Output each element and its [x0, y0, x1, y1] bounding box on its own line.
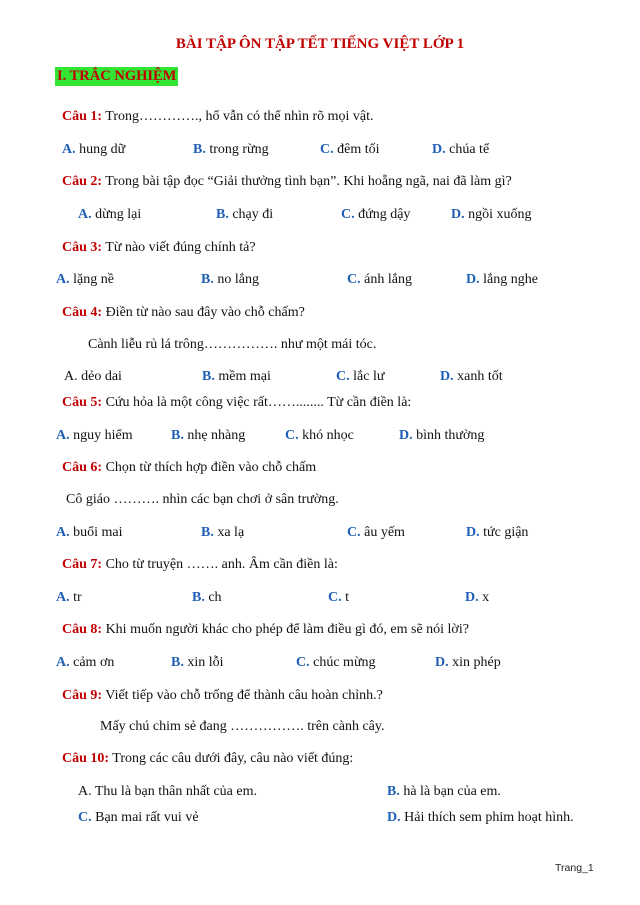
question-label: Câu 4: — [62, 305, 103, 320]
answer-option — [202, 369, 271, 385]
option-text: ngồi xuống — [464, 207, 532, 222]
option-text: chúc mừng — [309, 655, 376, 670]
option-text: lắc lư — [349, 369, 385, 384]
option-text: xin phép — [448, 655, 501, 670]
option-letter: C. — [296, 655, 310, 670]
option-text: Hải thích sem phim hoạt hình. — [400, 810, 574, 825]
answer-option — [56, 590, 82, 606]
option-text: Thu là bạn thân nhất của em. — [91, 784, 257, 799]
option-text: t — [341, 590, 350, 605]
answer-option — [328, 590, 349, 606]
option-letter: B. — [201, 272, 214, 287]
option-letter: C. — [320, 142, 334, 157]
answer-option — [193, 142, 269, 158]
option-text: xin lỗi — [183, 655, 224, 670]
option-letter: D. — [399, 428, 413, 443]
answer-option — [56, 428, 133, 444]
question-text: Cứu hỏa là một công việc rất……........ Từ cần điền là: — [102, 395, 412, 410]
question-label: Câu 9: — [62, 688, 103, 703]
question-text: Trong bài tập đọc “Giải thưởng tình bạn”. Khi hoẵng ngã, nai đã làm gì? — [102, 174, 512, 189]
option-letter: A. — [64, 369, 78, 384]
question-sentence: Mấy chú chim sẻ đang ……………. trên cành cây. — [100, 719, 385, 734]
question-sentence: Cành liễu rủ lá trông……………. như một mái tóc. — [88, 337, 377, 352]
option-letter: C. — [285, 428, 299, 443]
question-text: Trong các câu dưới đây, câu nào viết đúng: — [109, 751, 354, 766]
option-letter: A. — [56, 525, 70, 540]
answer-option — [56, 655, 114, 671]
question-text: Viết tiếp vào chỗ trống để thành câu hoàn chỉnh.? — [102, 688, 383, 703]
option-letter: C. — [347, 525, 361, 540]
option-text: dẻo dai — [77, 369, 122, 384]
option-letter: A. — [62, 142, 76, 157]
option-text: hà là bạn của em. — [399, 784, 501, 799]
option-text: Bạn mai rất vui vẻ — [91, 810, 199, 825]
question-label: Câu 8: — [62, 622, 103, 637]
answer-option — [320, 142, 380, 158]
question-6 — [62, 460, 316, 476]
answer-option — [201, 525, 244, 541]
option-text: bình thường — [412, 428, 485, 443]
question-label: Câu 3: — [62, 240, 103, 255]
section-heading: I. TRẮC NGHIỆM — [57, 68, 177, 84]
option-text: chạy đi — [228, 207, 274, 222]
answer-option — [56, 525, 123, 541]
answer-option — [387, 784, 501, 800]
option-letter: A. — [56, 655, 70, 670]
question-label: Câu 1: — [62, 109, 103, 124]
page-footer: Trang_1 — [555, 862, 594, 874]
option-letter: B. — [201, 525, 214, 540]
option-letter: C. — [347, 272, 361, 287]
option-letter: A. — [56, 590, 70, 605]
option-text: no lắng — [213, 272, 259, 287]
option-letter: D. — [440, 369, 454, 384]
option-letter: D. — [466, 272, 480, 287]
answer-option — [466, 272, 538, 288]
option-text: ch — [204, 590, 222, 605]
question-label: Câu 2: — [62, 174, 103, 189]
answer-option — [201, 272, 259, 288]
answer-option — [62, 142, 125, 158]
question-text: Cho từ truyện ……. anh. Âm cần điền là: — [102, 557, 338, 572]
question-text: Điền từ nào sau đây vào chỗ chấm? — [102, 305, 305, 320]
option-text: tr — [69, 590, 82, 605]
option-letter: A. — [78, 207, 92, 222]
option-text: x — [478, 590, 490, 605]
answer-option — [171, 428, 245, 444]
answer-option — [78, 810, 199, 826]
option-text: chúa tể — [445, 142, 490, 157]
option-text: ánh lắng — [360, 272, 412, 287]
question-text: Chọn từ thích hợp điền vào chỗ chấm — [102, 460, 317, 475]
option-letter: C. — [336, 369, 350, 384]
option-text: lắng nghe — [479, 272, 538, 287]
option-text: hung dữ — [75, 142, 126, 157]
option-text: khó nhọc — [298, 428, 354, 443]
answer-option — [387, 810, 574, 826]
answer-option — [78, 207, 141, 223]
answer-option — [216, 207, 273, 223]
answer-option — [465, 590, 489, 606]
option-letter: A. — [78, 784, 92, 799]
option-text: cảm ơn — [69, 655, 115, 670]
option-text: lặng nề — [69, 272, 114, 287]
answer-option — [440, 369, 503, 385]
option-text: âu yếm — [360, 525, 405, 540]
question-text: Khi muốn người khác cho phép để làm điều gì đó, em sẽ nói lời? — [102, 622, 469, 637]
answer-option — [56, 272, 114, 288]
option-letter: B. — [193, 142, 206, 157]
question-text: Trong…………., hổ vẫn có thể nhìn rõ mọi vật. — [102, 109, 374, 124]
option-letter: D. — [432, 142, 446, 157]
question-label: Câu 10: — [62, 751, 110, 766]
answer-option — [399, 428, 484, 444]
question-7 — [62, 557, 338, 573]
option-letter: A. — [56, 272, 70, 287]
page-title: BÀI TẬP ÔN TẬP TẾT TIẾNG VIỆT LỚP 1 — [175, 36, 465, 52]
answer-option — [466, 525, 528, 541]
answer-option — [347, 272, 412, 288]
option-letter: B. — [202, 369, 215, 384]
option-letter: B. — [171, 655, 184, 670]
option-letter: D. — [466, 525, 480, 540]
option-letter: B. — [216, 207, 229, 222]
option-letter: C. — [328, 590, 342, 605]
option-letter: D. — [387, 810, 401, 825]
answer-option — [78, 784, 257, 800]
option-text: nhẹ nhàng — [183, 428, 246, 443]
option-letter: B. — [171, 428, 184, 443]
option-text: tức giận — [479, 525, 529, 540]
answer-option — [435, 655, 501, 671]
question-1 — [62, 109, 374, 125]
question-label: Câu 6: — [62, 460, 103, 475]
answer-option — [336, 369, 384, 385]
question-label: Câu 5: — [62, 395, 103, 410]
question-8 — [62, 622, 469, 638]
question-4 — [62, 305, 305, 321]
answer-option — [64, 369, 122, 385]
question-2 — [62, 174, 512, 190]
option-letter: C. — [341, 207, 355, 222]
option-text: đứng dậy — [354, 207, 411, 222]
answer-option — [451, 207, 532, 223]
option-letter: A. — [56, 428, 70, 443]
question-9 — [62, 688, 383, 704]
option-letter: D. — [435, 655, 449, 670]
question-5 — [62, 395, 411, 411]
answer-option — [285, 428, 354, 444]
question-3 — [62, 240, 256, 256]
question-label: Câu 7: — [62, 557, 103, 572]
option-letter: B. — [387, 784, 400, 799]
question-text: Từ nào viết đúng chính tả? — [102, 240, 256, 255]
option-letter: B. — [192, 590, 205, 605]
answer-option — [341, 207, 410, 223]
question-sentence: Cô giáo ………. nhìn các bạn chơi ở sân trường. — [66, 492, 339, 507]
option-text: xa lạ — [213, 525, 245, 540]
option-text: dừng lại — [91, 207, 142, 222]
option-text: đêm tối — [333, 142, 380, 157]
answer-option — [171, 655, 224, 671]
option-letter: C. — [78, 810, 92, 825]
option-letter: D. — [451, 207, 465, 222]
answer-option — [347, 525, 405, 541]
option-text: xanh tốt — [453, 369, 503, 384]
option-text: nguy hiểm — [69, 428, 133, 443]
option-text: mềm mại — [214, 369, 271, 384]
answer-option — [192, 590, 222, 606]
answer-option — [432, 142, 489, 158]
option-letter: D. — [465, 590, 479, 605]
option-text: buổi mai — [69, 525, 123, 540]
option-text: trong rừng — [205, 142, 269, 157]
question-10 — [62, 751, 353, 767]
answer-option — [296, 655, 376, 671]
